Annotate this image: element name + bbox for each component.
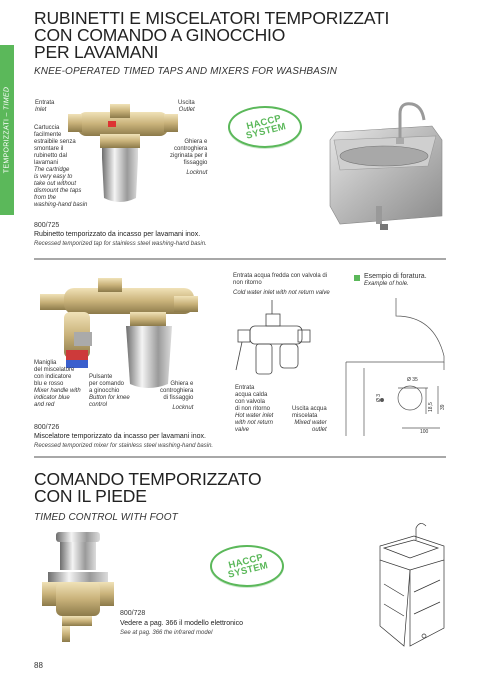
dim-39: 39: [440, 404, 446, 410]
dim-18-5: 18,5: [428, 402, 434, 412]
label-locknut-2: Ghiera e controghiera di fissaggio Locknut: [160, 381, 194, 411]
label-locknut-1: Ghiera e controghiera zigrinata per il fissaggio Locknut: [170, 139, 208, 176]
section1-title-line1: RUBINETTI E MISCELATORI TEMPORIZZATI: [34, 8, 390, 28]
hole-drilling-diagram: [344, 296, 448, 438]
hole-example-label: Esempio di foratura. Example of hole.: [364, 273, 427, 287]
product-desc-800-725: Rubinetto temporizzato da incasso per lavamani inox.: [34, 231, 201, 238]
section3-title: [34, 471, 261, 505]
section1-title-line2: CON COMANDO A GINOCCHIO: [34, 25, 286, 45]
washbasin-image: [316, 96, 450, 236]
haccp-stamp-1: HACCP SYSTEM: [228, 106, 302, 148]
label-outlet: Uscita Outlet: [178, 100, 195, 113]
foot-washbasin-drawing: [374, 516, 448, 652]
section3-title-line1: COMANDO TEMPORIZZATO: [34, 469, 262, 489]
label-cartridge: Cartuccia facilmente estraibile senza smontare il rubinetto dal lavamani The cartridge is very easy to take out without dismount the taps from the washing-hand basin: [34, 125, 88, 208]
divider-2: [34, 456, 446, 458]
side-tab-en: TIMED: [3, 86, 11, 111]
product-desc-en-800-725: Recessed temporized tap for stainless steel washing-hand basin.: [34, 241, 207, 247]
side-tab-it: TEMPORIZZATI: [3, 118, 11, 174]
section3-title-line2: CON IL PIEDE: [34, 486, 147, 506]
dim-d3: Ø 3: [376, 393, 382, 402]
product-code-800-726: 800/726: [34, 424, 60, 431]
section1-subtitle: KNEE-OPERATED TIMED TAPS AND MIXERS FOR WASHBASIN: [34, 66, 337, 77]
mixer-line-diagram: [232, 300, 332, 380]
product-desc-800-728: Vedere a pag. 366 il modello elettronico: [120, 620, 243, 627]
label-hot-inlet: Entrata acqua calda con valvola di non ritorno Hot water inlet with not return valve: [235, 385, 274, 433]
section1-title: [34, 10, 389, 61]
divider-1: [34, 258, 446, 260]
product-desc-800-726: Miscelatore temporizzato da incasso per lavamani inox.: [34, 433, 206, 440]
label-mixer-handle: Maniglia del miscelatore con indicatore blu e rosso Mixer handle with indicator blue and red: [34, 360, 81, 408]
haccp-stamp-2: HACCP SYSTEM: [210, 545, 284, 587]
section3-subtitle: TIMED CONTROL WITH FOOT: [34, 512, 178, 523]
label-inlet: Entrata Inlet: [35, 100, 55, 113]
dim-100: 100: [420, 429, 429, 435]
product-code-800-725: 800/725: [34, 222, 60, 229]
product-desc-en-800-726: Recessed temporized mixer for stainless steel washing-hand basin.: [34, 443, 214, 449]
label-mixed-outlet: Uscita acqua miscelata Mixed water outlet: [292, 406, 327, 433]
hole-example-marker: [354, 275, 360, 281]
product-code-800-728: 800/728: [120, 610, 146, 617]
dim-d35: Ø 35: [407, 377, 418, 383]
page-number: 88: [34, 661, 43, 670]
product-desc-en-800-728: See at pag. 366 the infrared model: [120, 630, 213, 636]
label-knee-button: Pulsante per comando a ginocchio Button for knee control: [89, 374, 130, 408]
foot-control-image: [38, 528, 118, 648]
section-side-tab: TEMPORIZZATI – TIMED: [0, 45, 14, 215]
label-cold-inlet: Entrata acqua fredda con valvola di non ritorno Cold water inlet with not return valve: [233, 273, 330, 296]
section1-title-line3: PER LAVAMANI: [34, 42, 159, 62]
